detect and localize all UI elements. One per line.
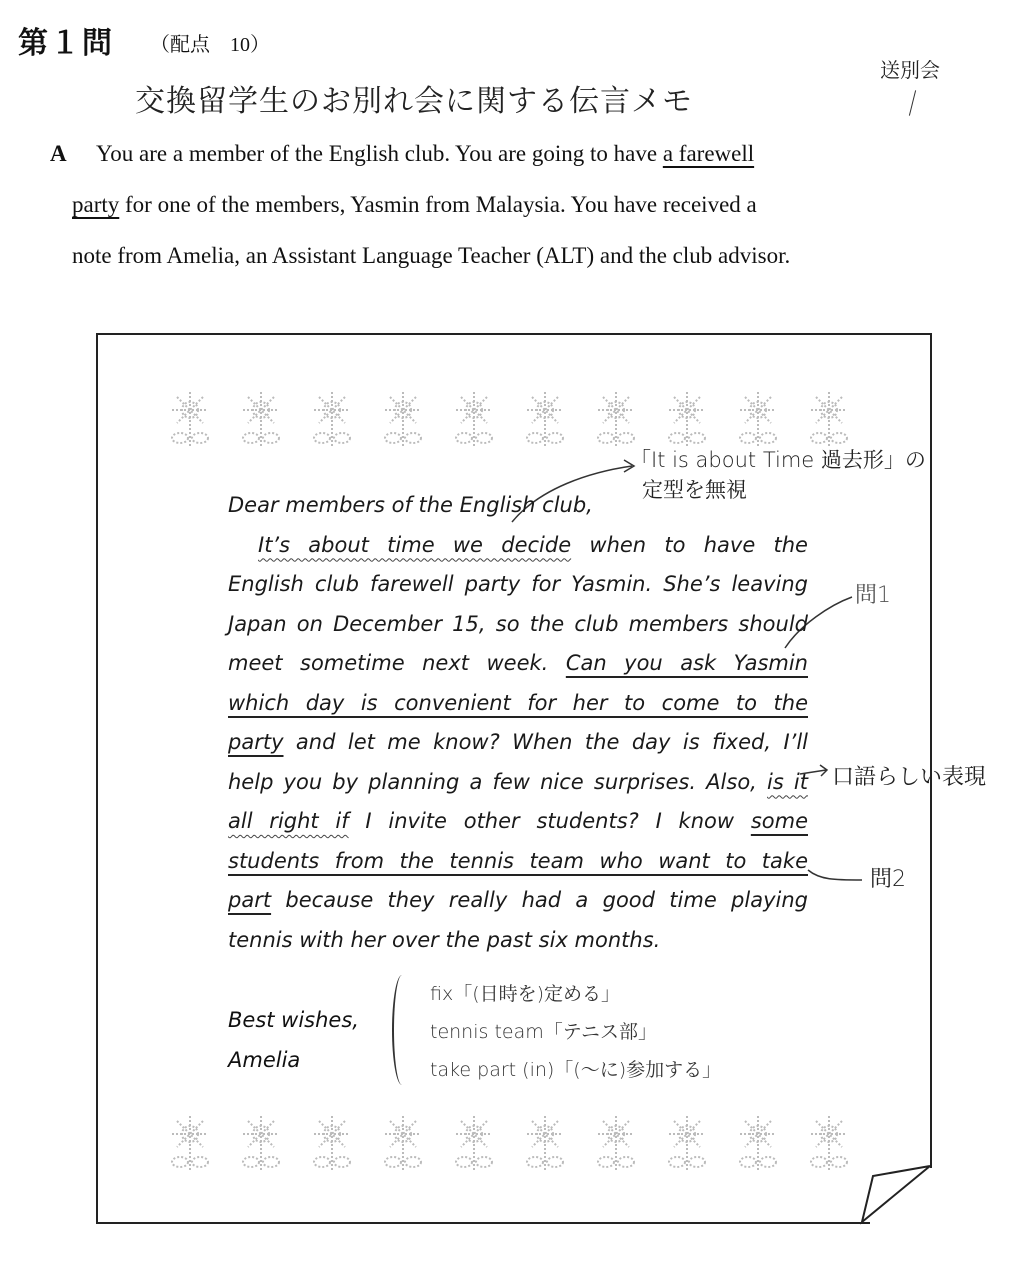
letter-greeting: Dear members of the English club,	[228, 493, 593, 517]
underlined-q1: party	[228, 730, 284, 754]
section-label: A	[50, 141, 67, 166]
letter-signoff	[228, 1000, 359, 1080]
intro-line-3: note from Amelia, an Assistant Language Teacher (ALT) and the club advisor.	[72, 243, 791, 268]
handwritten-title: 交換留学生のお別れ会に関する伝言メモ	[135, 84, 693, 119]
wavy-about-time: It’s about time we decide	[258, 532, 572, 557]
letter-text: when to have the	[571, 532, 808, 557]
underlined-party: party	[72, 192, 120, 217]
line-q2	[808, 870, 862, 880]
letter-text: meet sometime next week.	[228, 651, 566, 675]
note-line: 定型を無視	[642, 478, 747, 502]
letter-text: I invite other students? I know	[348, 809, 751, 833]
wavy-is-it: is it	[767, 769, 808, 794]
underlined-farewell: a farewell	[662, 141, 755, 166]
note-colloquial: 口語らしい表現	[832, 765, 987, 790]
underlined-q2: part	[228, 888, 272, 912]
wavy-all-right: all right if	[228, 809, 349, 833]
intro-line-1: You are a member of the English club. You are going to have	[96, 141, 658, 166]
closing: Best wishes,	[228, 1008, 359, 1032]
signature: Amelia	[228, 1048, 301, 1072]
vocab-bracket	[392, 975, 412, 1085]
underlined-q1: Can you ask Yasmin	[565, 651, 808, 675]
vocab-notes	[430, 975, 721, 1089]
vocab-item: fix「(日時を)定める」	[430, 983, 621, 1005]
letter-line: English club farewell party for Yasmin. She’s leaving	[228, 572, 808, 596]
letter-text: and let me know? When the day is fixed, I’ll	[283, 730, 808, 754]
letter-body	[228, 486, 808, 960]
note-question-2: 問2	[870, 867, 906, 892]
underlined-q2: some	[750, 809, 808, 833]
vocab-item: take part (in)「(～に)参加する」	[430, 1059, 722, 1081]
points-label: （配点 10）	[150, 34, 270, 56]
letter-line: tennis with her over the past six months.	[228, 927, 661, 952]
underlined-q1: which day is convenient for her to come to the	[228, 690, 808, 715]
page-curl	[862, 1166, 930, 1222]
letter-line: Japan on December 15, so the club members should	[228, 611, 808, 636]
note-question-1: 問1	[855, 583, 891, 608]
flower-row-top	[172, 392, 847, 446]
note-line: 「It is about Time 過去形」の	[630, 448, 926, 472]
intro-line-2: for one of the members, Yasmin from Malaysia. You have received a	[125, 192, 757, 217]
annotation-farewell: 送別会	[880, 58, 940, 82]
note-about-time	[630, 445, 926, 505]
question-heading: 第１問	[18, 26, 114, 61]
letter-text: help you by planning a few nice surprises. Also,	[228, 769, 767, 794]
flower-row-bottom	[172, 1116, 847, 1170]
letter-text: because they really had a good time playing	[271, 888, 808, 912]
vocab-item: tennis team「テニス部」	[430, 1021, 657, 1043]
underlined-q2: students from the tennis team who want to take	[228, 848, 808, 873]
